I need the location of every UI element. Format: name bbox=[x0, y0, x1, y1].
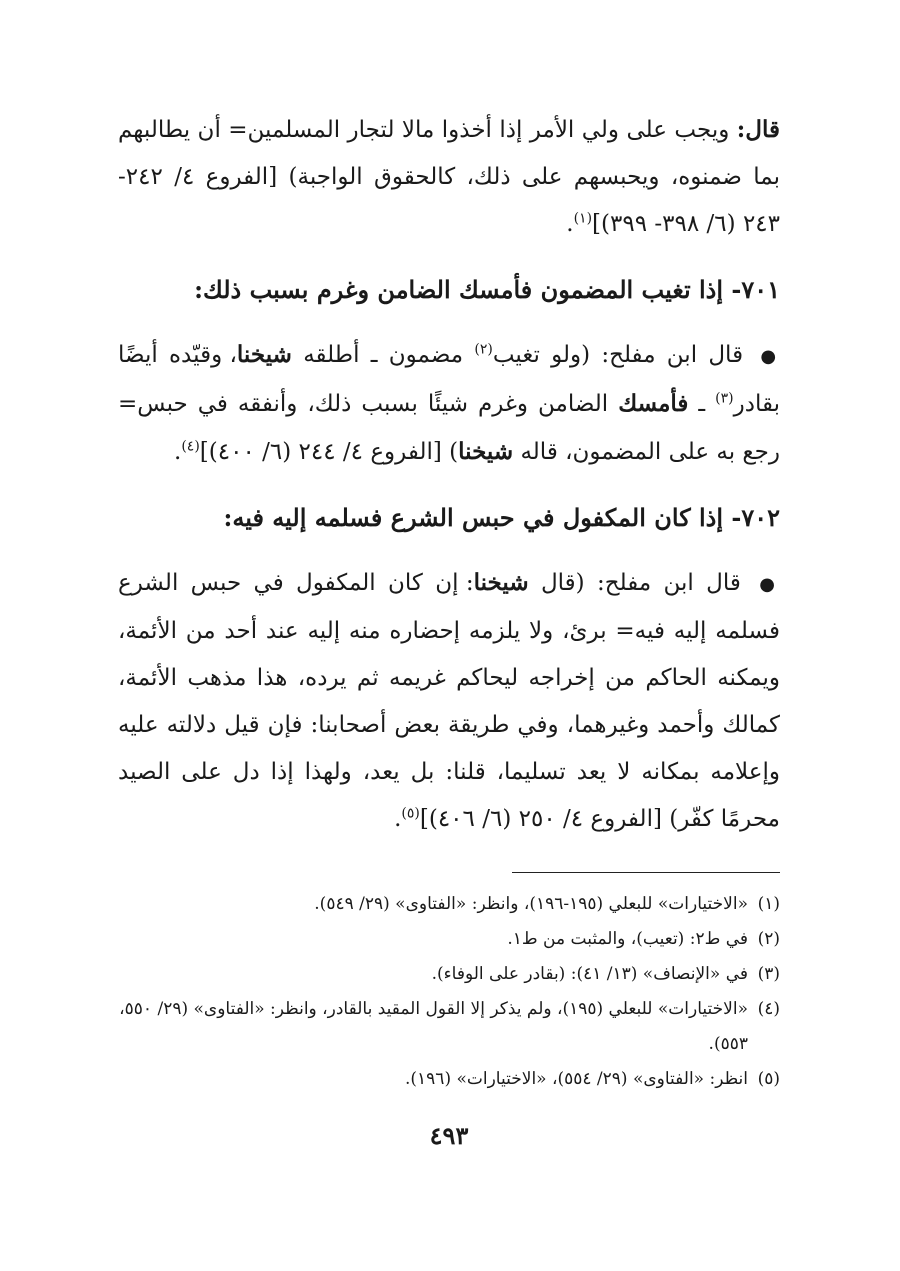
paragraph-3-end: . bbox=[394, 806, 402, 832]
footnote-number: (١) bbox=[757, 894, 780, 914]
footnote-item bbox=[118, 1062, 780, 1097]
footnote-ref-5[interactable]: (٥) bbox=[401, 805, 420, 822]
footnote-text: في «الإنصاف» (١٣/ ٤١): (بقادر على الوفاء). bbox=[431, 964, 748, 984]
footnotes bbox=[118, 887, 780, 1097]
paragraph-2 bbox=[118, 331, 780, 476]
main-text bbox=[118, 106, 780, 843]
paragraph-2-text-b: مضمون ـ أطلقه bbox=[291, 342, 475, 368]
paragraph-1 bbox=[118, 106, 780, 248]
paragraph-3-bold-a: شيخنا bbox=[473, 569, 529, 596]
section-heading-702: ٧٠٢- إذا كان المكفول في حبس الشرع فسلمه إليه فيه: bbox=[223, 503, 780, 532]
bullet-icon: ● bbox=[760, 346, 780, 367]
footnote-text: انظر: «الفتاوى» (٢٩/ ٥٥٤)، «الاختيارات» (١٩٦). bbox=[404, 1069, 748, 1089]
book-page bbox=[118, 0, 780, 1271]
paragraph-3-text-b: : إن كان المكفول في حبس الشرع فسلمه إليه فيه= برئ، ولا يلزمه إحضاره منه إليه عند أحد من الأئمة، ويمكنه الحاكم من إخراجه ليحاكم غريمه ثم يرده، هذا مذهب الأئمة، كمالك وأحمد وغيرهما، وفي طريقة بعض أصحابنا: فإن قيل دلالته عليه وإعلامه بمكانه لا يعد تسليما، قلنا: بل يعد، ولهذا إذا دل على الصيد محرمًا كفّر) [الفروع ٤/ ٢٥٠ (٦/ ٤٠٦)] bbox=[118, 570, 780, 832]
paragraph-2-bold-b: فأمسك bbox=[618, 390, 689, 417]
paragraph-3 bbox=[118, 559, 780, 843]
footnote-item bbox=[118, 992, 780, 1062]
footnote-number: (٤) bbox=[757, 999, 780, 1019]
paragraph-2-end: . bbox=[174, 439, 182, 465]
paragraph-2-bold-a: شيخنا bbox=[236, 341, 292, 368]
footnote-number: (٢) bbox=[757, 929, 780, 949]
paragraph-2-text-c: ، وقيّده أيضًا بقادر bbox=[118, 342, 780, 417]
paragraph-2-text-f: ) [الفروع ٤/ ٢٤٤ (٦/ ٤٠٠)] bbox=[199, 439, 459, 465]
footnote-item bbox=[118, 922, 780, 957]
paragraph-1-label: قال: bbox=[736, 116, 780, 143]
section-heading-701: ٧٠١- إذا تغيب المضمون فأمسك الضامن وغرم بسبب ذلك: bbox=[194, 275, 780, 304]
footnote-ref-2[interactable]: (٢) bbox=[474, 341, 493, 358]
footnote-item bbox=[118, 957, 780, 992]
footnote-text: «الاختيارات» للبعلي (١٩٥)، ولم يذكر إلا القول المقيد بالقادر، وانظر: «الفتاوى» (٢٩/ ٥٥٠، ٥٥٣). bbox=[119, 999, 748, 1054]
page-number: ٤٩٣ bbox=[429, 1121, 469, 1150]
paragraph-2-bold-c: شيخنا bbox=[458, 438, 514, 465]
spacer bbox=[118, 313, 780, 331]
footnote-number: (٣) bbox=[757, 964, 780, 984]
paragraph-2-text-a: قال ابن مفلح: (ولو تغيب bbox=[492, 342, 755, 368]
spacer bbox=[118, 476, 780, 494]
paragraph-1-text: ويجب على ولي الأمر إذا أخذوا مالا لتجار المسلمين= أن يطالبهم بما ضمنوه، ويحبسهم على ذلك، كالحقوق الواجبة) [الفروع ٤/ ٢٤٢- ٢٤٣ (٦/ ٣٩٨- ٣٩٩)] bbox=[118, 117, 780, 237]
footnote-separator bbox=[512, 872, 780, 873]
footnote-text: في ط٢: (تعيب)، والمثبت من ط١. bbox=[507, 929, 748, 949]
spacer bbox=[118, 541, 780, 559]
bullet-icon: ● bbox=[759, 574, 780, 595]
footnote-ref-3[interactable]: (٣) bbox=[715, 390, 734, 407]
footnote-ref-1[interactable]: (١) bbox=[573, 210, 593, 227]
spacer bbox=[118, 248, 780, 266]
footnote-item bbox=[118, 887, 780, 922]
footnote-number: (٥) bbox=[757, 1069, 780, 1089]
footnote-text: «الاختيارات» للبعلي (١٩٥-١٩٦)، وانظر: «الفتاوى» (٢٩/ ٥٤٩). bbox=[314, 894, 748, 914]
footnote-ref-4[interactable]: (٤) bbox=[181, 438, 200, 455]
paragraph-2-text-e: الضامن وغرم شيئًا بسبب ذلك، وأنفقه في حبس= رجع به على المضمون، قاله bbox=[118, 391, 780, 465]
paragraph-2-text-d: ـ bbox=[688, 391, 716, 417]
paragraph-1-end: . bbox=[566, 211, 574, 237]
paragraph-3-text-a: قال ابن مفلح: (قال bbox=[528, 570, 754, 596]
